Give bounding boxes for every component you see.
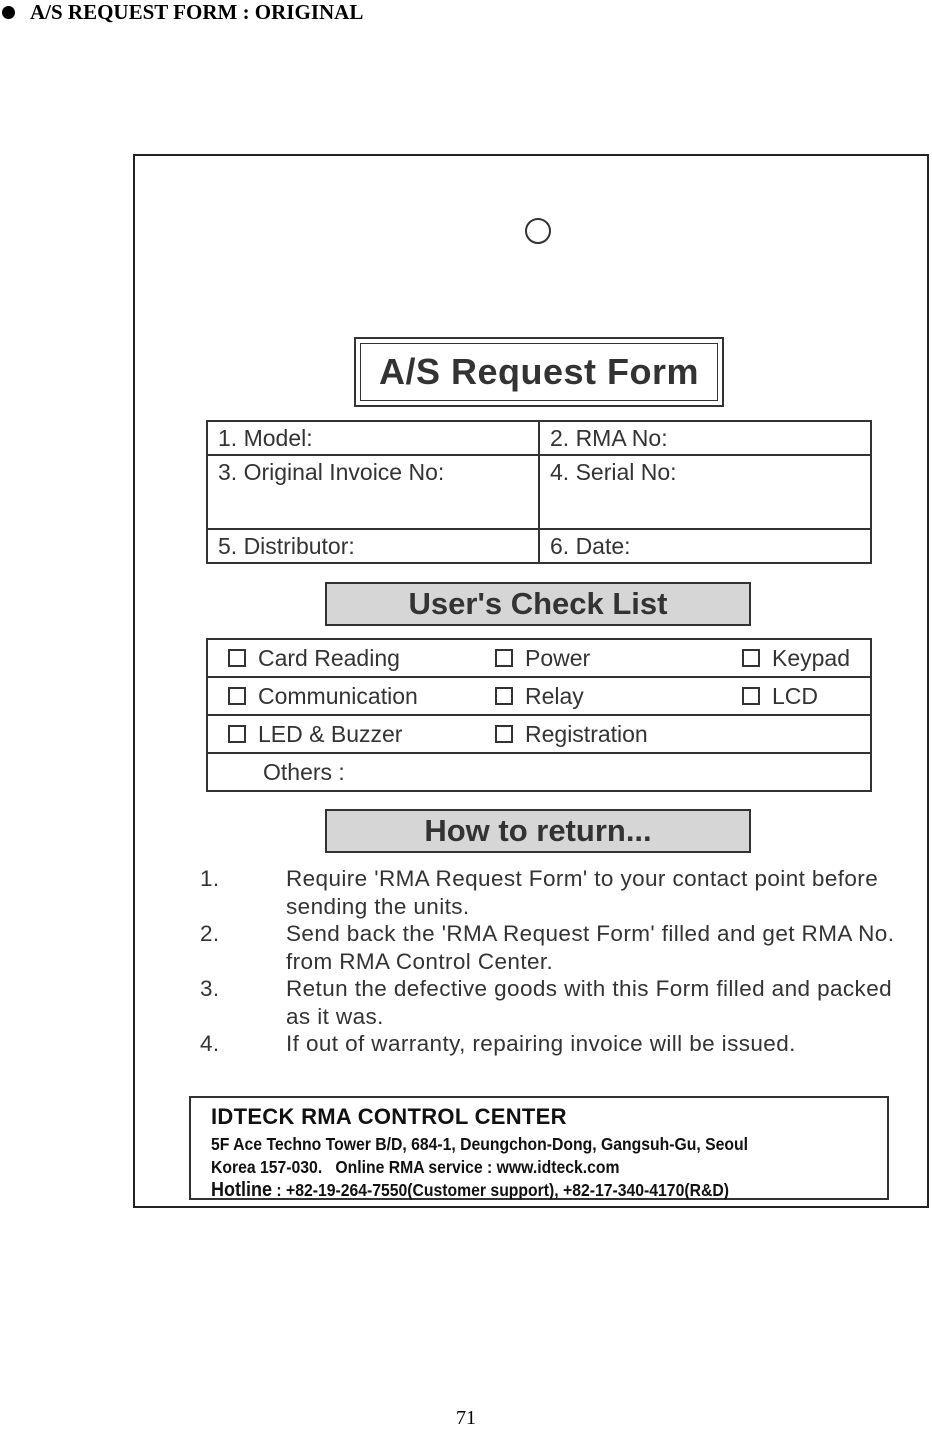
return-steps-list — [200, 865, 900, 1058]
check-led-buzzer[interactable] — [228, 721, 475, 748]
check-lcd[interactable] — [742, 683, 870, 710]
check-card-reading[interactable] — [228, 645, 475, 672]
field-serial-no[interactable]: 4. Serial No: — [539, 455, 871, 529]
check-label: Communication — [258, 682, 418, 709]
field-distributor[interactable]: 5. Distributor: — [207, 529, 539, 563]
checkbox-icon[interactable] — [495, 725, 513, 743]
checkbox-icon[interactable] — [495, 649, 513, 667]
field-date[interactable]: 6. Date: — [539, 529, 871, 563]
contact-line-2: Korea 157-030. Online RMA service : www.idteck.com — [211, 1157, 620, 1177]
document-heading — [0, 0, 363, 24]
check-registration[interactable] — [495, 721, 722, 748]
check-label: Card Reading — [258, 644, 400, 671]
bullet-icon — [2, 6, 15, 19]
punch-hole-icon — [525, 218, 551, 244]
check-label: Keypad — [772, 644, 851, 671]
field-original-invoice-no[interactable]: 3. Original Invoice No: — [207, 455, 539, 529]
check-relay[interactable] — [495, 683, 722, 710]
form-title: A/S Request Form — [360, 343, 718, 401]
check-communication[interactable] — [228, 683, 475, 710]
how-to-return-banner: How to return... — [325, 809, 751, 853]
as-request-form-card — [133, 154, 929, 1208]
checkbox-icon[interactable] — [228, 687, 246, 705]
field-model[interactable]: 1. Model: — [207, 421, 539, 455]
checkbox-icon[interactable] — [742, 687, 760, 705]
form-title-box — [354, 337, 724, 407]
check-keypad[interactable] — [742, 645, 870, 672]
info-fields-table — [206, 420, 872, 564]
check-label: LED & Buzzer — [258, 720, 403, 747]
contact-address: 5F Ace Techno Tower B/D, 684-1, Deungchon-Dong, Gangsuh-Gu, Seoul — [211, 1134, 749, 1154]
document-heading-text: A/S REQUEST FORM : ORIGINAL — [30, 0, 364, 24]
checkbox-icon[interactable] — [228, 725, 246, 743]
check-list-table — [206, 638, 872, 792]
checkbox-icon[interactable] — [228, 649, 246, 667]
check-label: Power — [525, 644, 591, 671]
field-rma-no[interactable]: 2. RMA No: — [539, 421, 871, 455]
return-step: 3. Retun the defective goods with this Form filled and packed as it was. — [200, 976, 893, 1029]
checklist-banner: User's Check List — [325, 582, 751, 626]
check-label: Relay — [525, 682, 584, 709]
contact-title: IDTECK RMA CONTROL CENTER — [211, 1104, 567, 1129]
others-field[interactable]: Others : — [263, 758, 345, 785]
return-step: 2. Send back the 'RMA Request Form' filled and get RMA No. from RMA Control Center. — [200, 921, 895, 974]
checkbox-icon[interactable] — [495, 687, 513, 705]
contact-hotline: Hotline : +82-19-264-7550(Customer support), +82-17-340-4170(R&D) — [211, 1179, 729, 1201]
check-label: Registration — [525, 720, 648, 747]
checkbox-icon[interactable] — [742, 649, 760, 667]
check-power[interactable] — [495, 645, 722, 672]
rma-contact-box — [189, 1096, 889, 1200]
online-rma-link[interactable]: Online RMA service : www.idteck.com — [335, 1157, 620, 1177]
return-step: 1. Require 'RMA Request Form' to your contact point before sending the units. — [200, 866, 879, 919]
return-step: 4. If out of warranty, repairing invoice will be issued. — [200, 1031, 796, 1056]
check-label: LCD — [772, 682, 819, 709]
page-number: 71 — [456, 1407, 476, 1429]
